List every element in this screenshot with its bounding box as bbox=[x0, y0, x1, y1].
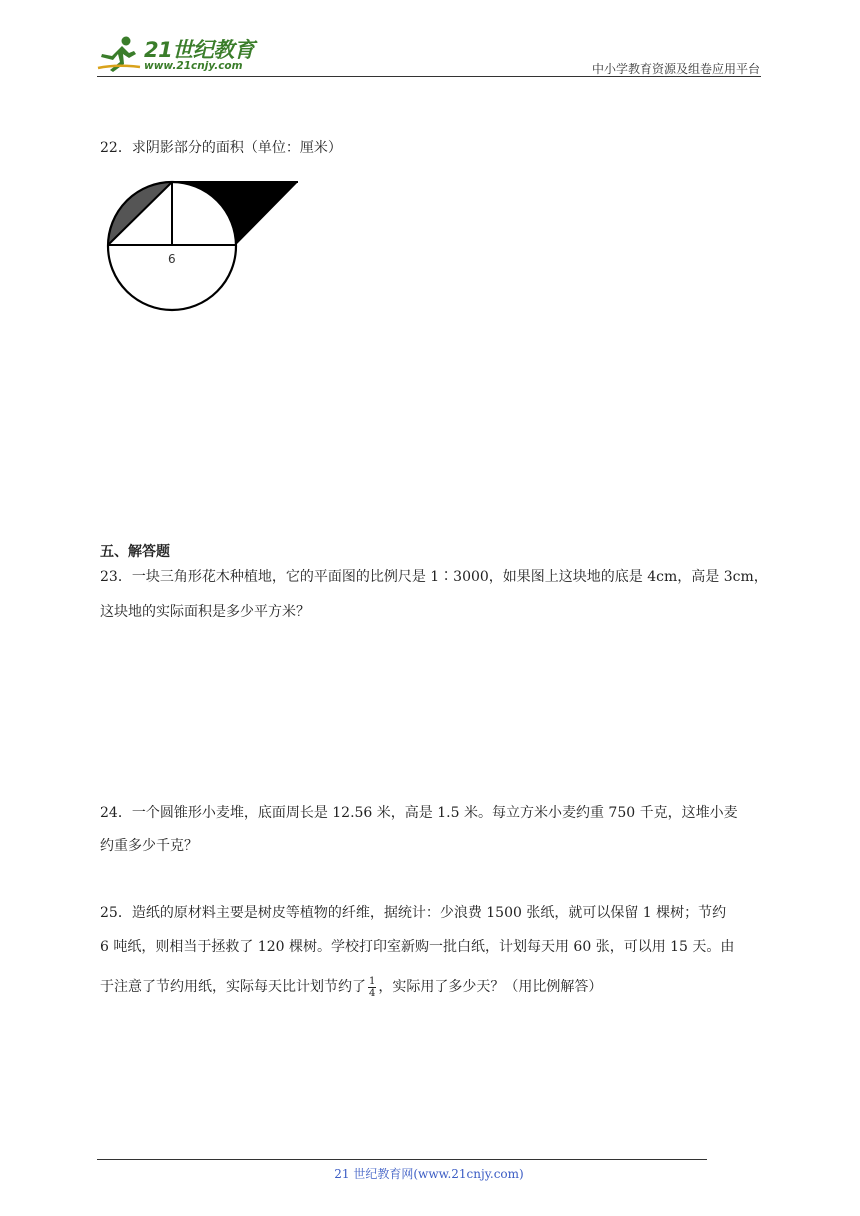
footer-text[interactable]: 21 世纪教育网(www.21cnjy.com) bbox=[334, 1167, 524, 1181]
section-title: 五、解答题 bbox=[100, 544, 170, 560]
logo-text: 21世纪教育 bbox=[144, 38, 255, 62]
question-25-line-3-end: ，实际用了多少天？（用比例解答） bbox=[378, 979, 603, 995]
question-25-line-2: 6 吨纸，则相当于拯救了 120 棵树。学校打印室新购一批白纸，计划每天用 60 张，可以用 15 天。由 bbox=[100, 939, 735, 955]
logo-url: www.21cnjy.com bbox=[144, 60, 243, 72]
header-divider bbox=[97, 76, 761, 77]
question-25-line-3-start: 于注意了节约用纸，实际每天比计划节约了 bbox=[100, 979, 366, 995]
question-24-line-1: 24．一个圆锥形小麦堆，底面周长是 12.56 米，高是 1.5 米。每立方米小麦约重 750 千克，这堆小麦 bbox=[100, 805, 738, 821]
footer-divider bbox=[97, 1159, 707, 1160]
fraction bbox=[368, 976, 376, 999]
diameter-label: 6 bbox=[168, 252, 176, 266]
fraction-numerator: 1 bbox=[369, 975, 376, 987]
question-24-line-2: 约重多少千克？ bbox=[100, 838, 198, 854]
question-23-line-2: 这块地的实际面积是多少平方米？ bbox=[100, 604, 310, 620]
question-23-line-1: 23．一块三角形花木种植地，它的平面图的比例尺是 1∶3000，如果图上这块地的底是 4cm，高是 3cm， bbox=[100, 569, 768, 585]
site-logo bbox=[96, 34, 266, 78]
platform-name: 中小学教育资源及组卷应用平台 bbox=[591, 62, 760, 76]
runner-logo-icon bbox=[96, 34, 142, 74]
question-25-line-3 bbox=[100, 971, 602, 1003]
question-22-text: 22．求阴影部分的面积（单位：厘米） bbox=[100, 140, 342, 156]
shaded-area-diagram bbox=[100, 175, 310, 320]
fraction-denominator: 4 bbox=[369, 987, 376, 999]
question-25-line-1: 25．造纸的原材料主要是树皮等植物的纤维，据统计：少浪费 1500 张纸，就可以保留 1 棵树；节约 bbox=[100, 905, 727, 921]
